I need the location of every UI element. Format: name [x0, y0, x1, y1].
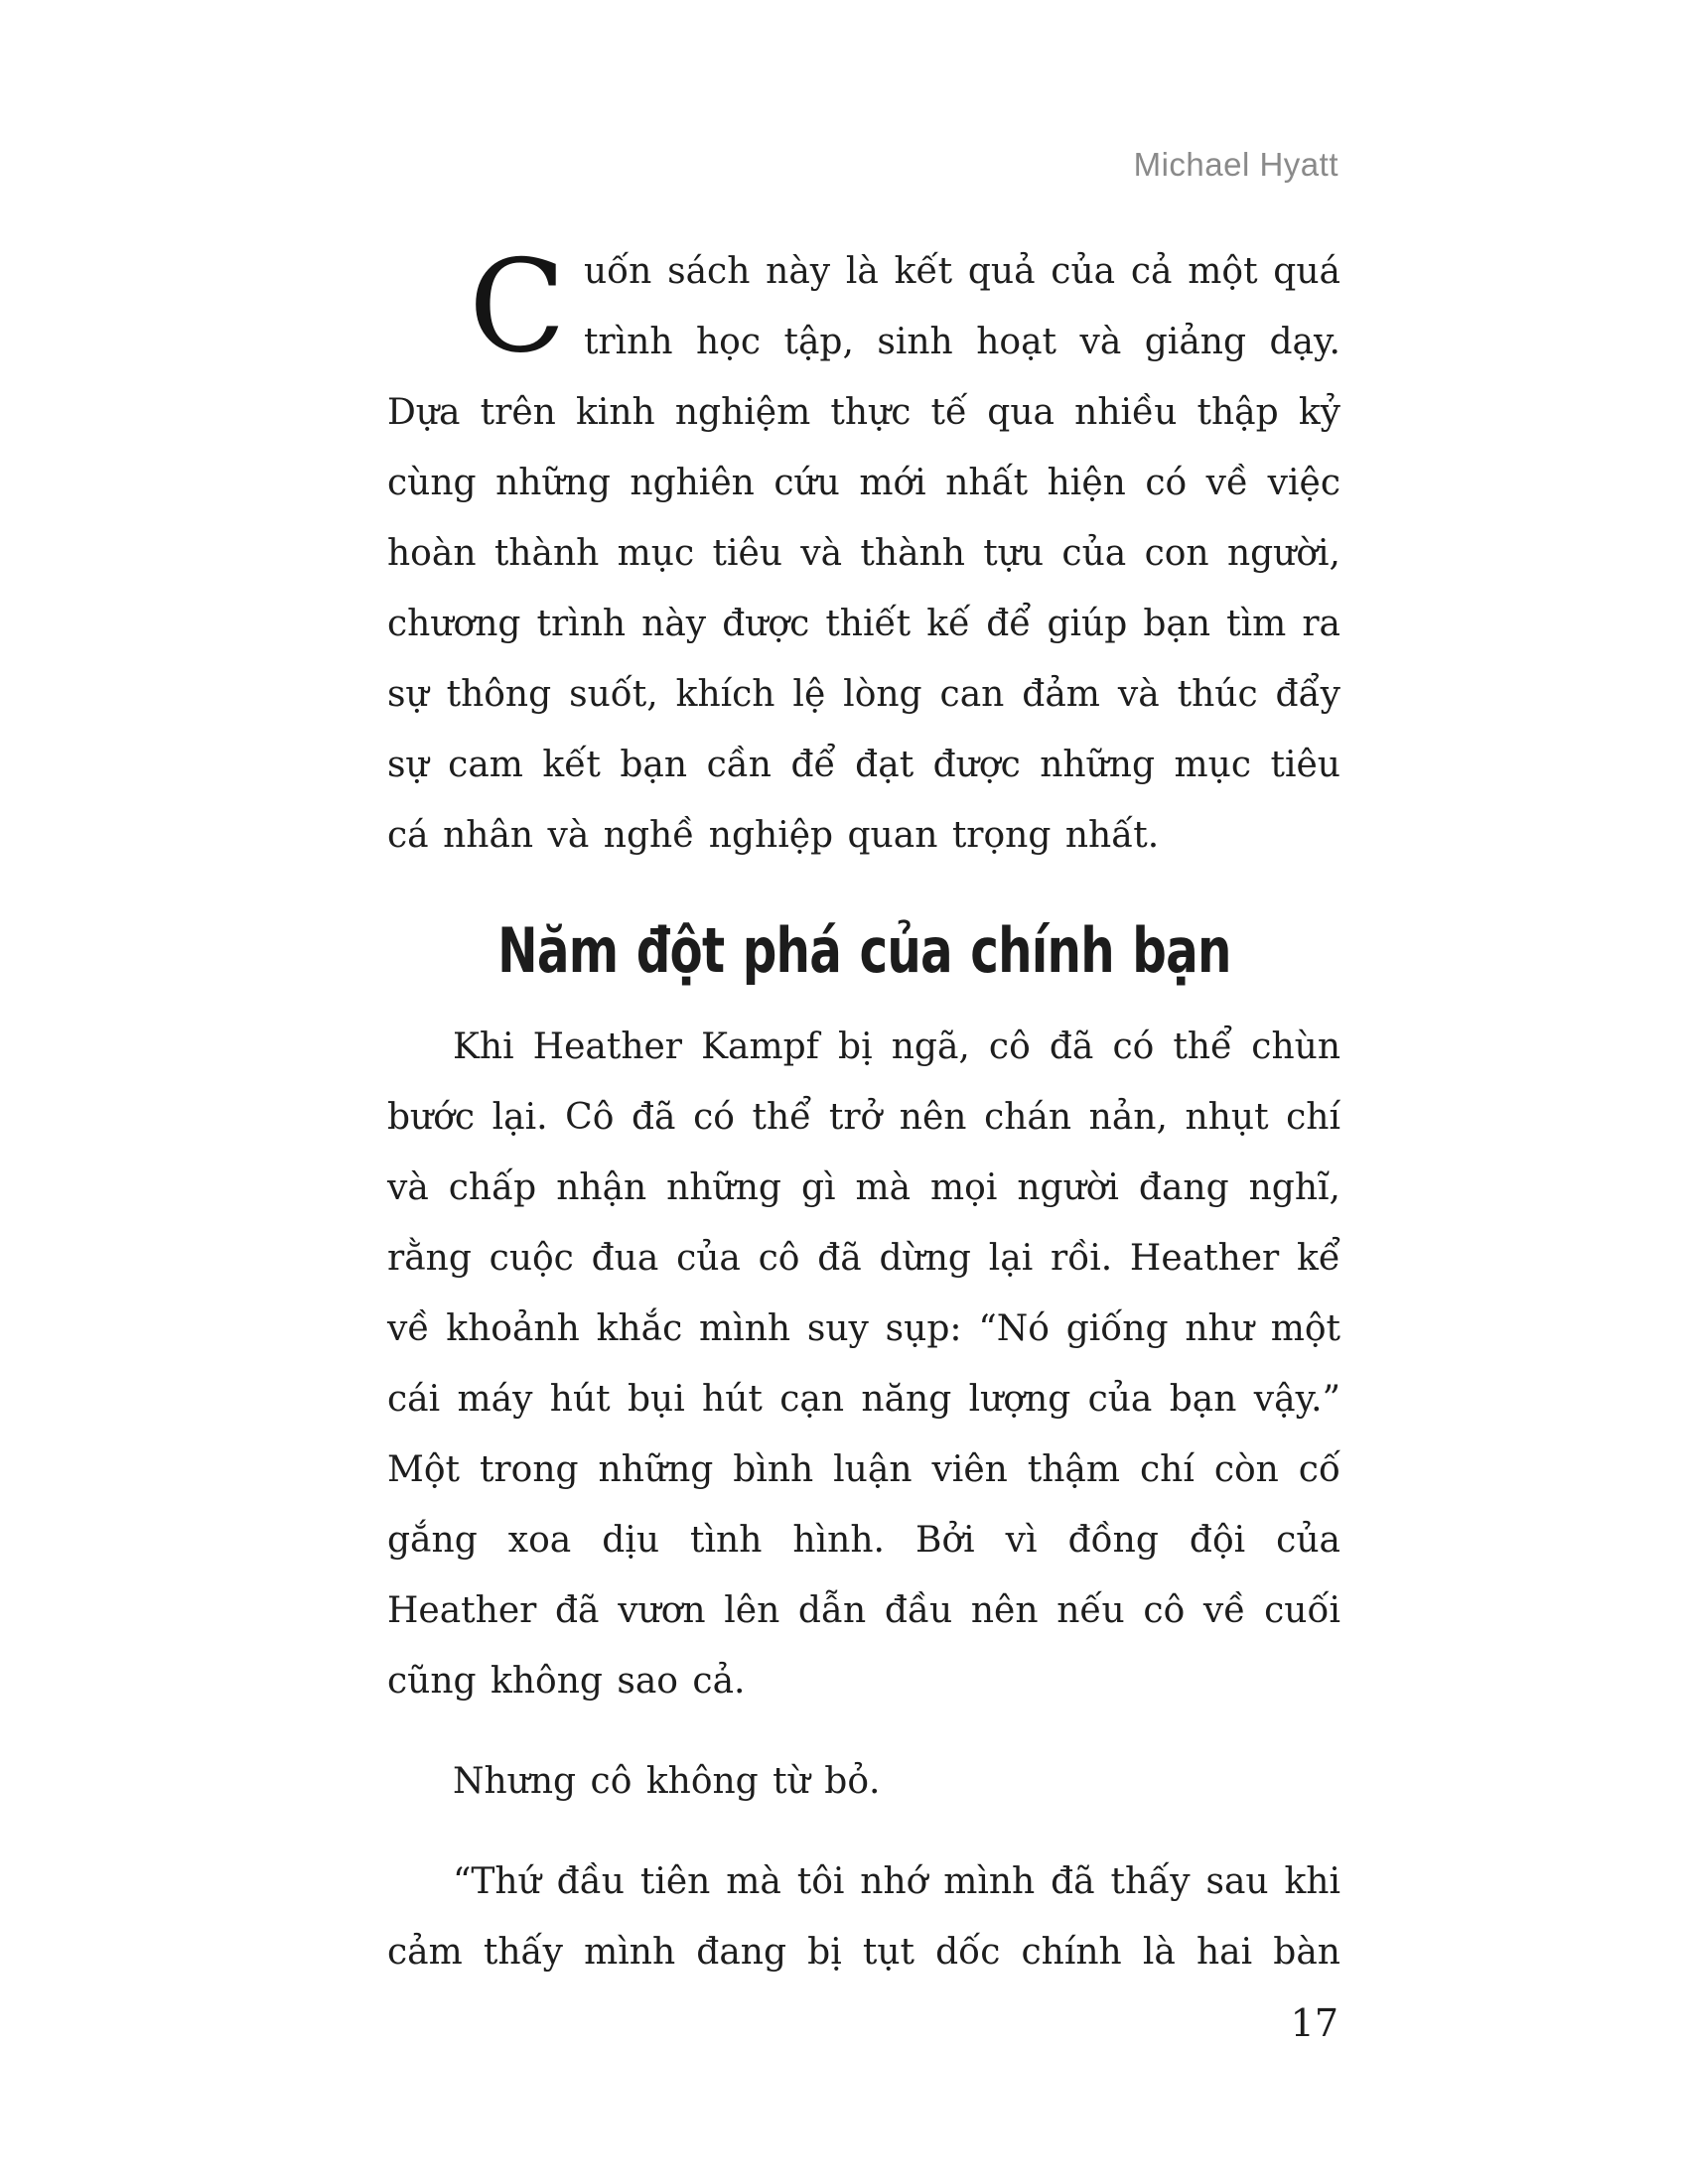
drop-cap: C — [469, 233, 566, 381]
intro-paragraph-text: uốn sách này là kết quả của cả một quá trình học tập, sinh hoạt và giảng dạy. Dựa trên kinh nghiệm thực tế qua nhiều thập kỷ cùng những nghiên cứu mới nhất hiện có về việc hoàn thành mục tiêu và thành tựu của con người, chương trình này được thiết kế để giúp bạn tìm ra sự thông suốt, khích lệ lòng can đảm và thúc đẩy sự cam kết bạn cần để đạt được những mục tiêu cá nhân và nghề nghiệp quan trọng nhất. — [387, 251, 1340, 856]
running-header: Michael Hyatt — [1133, 146, 1338, 183]
body-paragraph-2: Nhưng cô không từ bỏ. — [453, 1761, 881, 1802]
page-number: 17 — [1290, 2001, 1338, 2045]
body-paragraph-3: “Thứ đầu tiên mà tôi nhớ mình đã thấy sau khi cảm thấy mình đang bị tụt dốc chính là hai bàn — [387, 1861, 1340, 1973]
intro-paragraph — [387, 233, 1340, 871]
body-paragraph-1: Khi Heather Kampf bị ngã, cô đã có thể chùn bước lại. Cô đã có thể trở nên chán nản, nhụt chí và chấp nhận những gì mà mọi người đang nghĩ, rằng cuộc đua của cô đã dừng lại rồi. Heather kể về khoảnh khắc mình suy sụp: “Nó giống như một cái máy hút bụi hút cạn năng lượng của bạn vậy.” Một trong những bình luận viên thậm chí còn cố gắng xoa dịu tình hình. Bởi vì đồng đội của Heather đã vươn lên dẫn đầu nên nếu cô về cuối cũng không sao cả. — [387, 1026, 1340, 1702]
section-heading-text: Năm đột phá của chính bạn — [496, 914, 1231, 987]
page-content — [387, 233, 1340, 1987]
section-heading — [387, 916, 1340, 986]
